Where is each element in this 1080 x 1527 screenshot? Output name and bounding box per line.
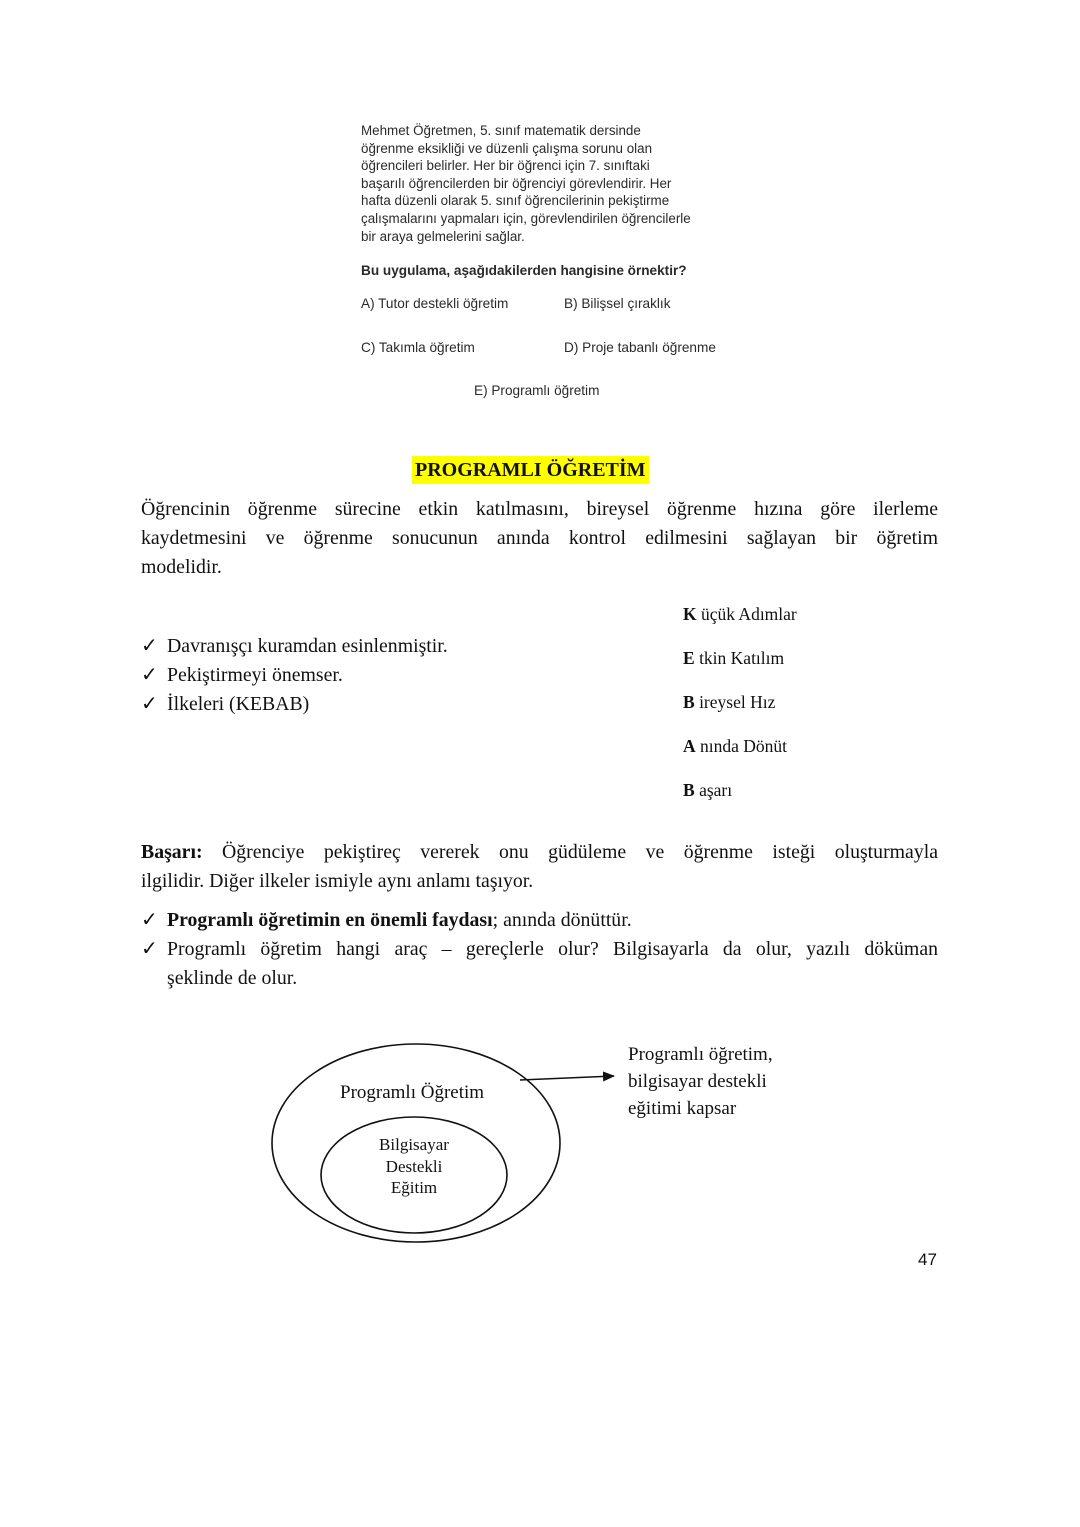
definition-line: kaydetmesini ve öğrenme sonucunun anında kontrol edilmesini sağlayan bir öğretim [141,527,938,549]
checkmark-icon: ✓ [141,664,158,686]
definition-line: modelidir. [141,556,222,578]
section-heading: PROGRAMLI ÖĞRETİM [412,456,649,484]
kebab-word: aşarı [694,780,733,800]
question-line: hafta düzenli olarak 5. sınıf öğrencilerinin pekiştirme [361,193,670,209]
benefit-text: ; anında dönüttür. [492,909,632,931]
option-b: B) Bilişsel çıraklık [564,296,671,311]
arrow-line [520,1076,614,1080]
inner-label-line: Destekli [385,1156,443,1176]
option-e: E) Programlı öğretim [474,383,600,398]
note-line: eğitimi kapsar [628,1098,737,1119]
kebab-letter: B [683,692,695,712]
question-stem: Bu uygulama, aşağıdakilerden hangisine örnektir? [361,263,687,278]
checkmark-icon: ✓ [141,635,158,657]
kebab-word: ireysel Hız [694,692,776,712]
note-line: Programlı öğretim, [628,1044,773,1065]
question-line: çalışmalarını yapmaları için, görevlendirilen öğrencilerle [361,210,691,226]
kebab-letter: B [683,780,695,800]
kebab-word: üçük Adımlar [696,604,797,624]
list-item-text: Davranışçı kuramdan esinlenmiştir. [167,635,448,657]
benefit-continuation: şeklinde de olur. [167,967,298,989]
option-d: D) Proje tabanlı öğrenme [564,340,716,355]
question-line: başarılı öğrencilerden bir öğrenciyi görevlendirir. Her [361,175,672,191]
question-line: bir araya gelmelerini sağlar. [361,228,525,244]
basari-label: Başarı: [141,841,203,863]
question-line: öğrenme eksikliği ve düzenli çalışma sorunu olan [361,140,653,156]
question-line: Mehmet Öğretmen, 5. sınıf matematik dersinde [361,123,641,138]
checkmark-icon: ✓ [141,938,158,960]
checkmark-icon: ✓ [141,693,158,715]
kebab-word: tkin Katılım [694,648,785,668]
option-a: A) Tutor destekli öğretim [361,296,509,311]
inner-circle-label [359,1134,469,1199]
basari-text: Öğrenciye pekiştireç vererek onu güdüleme ve öğrenme isteği oluşturmayla [202,841,938,863]
page-number: 47 [918,1250,937,1269]
benefit-text: Programlı öğretim hangi araç – gereçlerle olur? Bilgisayarla da olur, yazılı döküman [167,938,938,960]
note-line: bilgisayar destekli [628,1071,767,1092]
kebab-word: nında Dönüt [695,736,788,756]
kebab-letter: A [683,736,696,756]
kebab-letter: E [683,648,695,668]
definition-line: Öğrencinin öğrenme sürecine etkin katılmasını, bireysel öğrenme hızına göre ilerleme [141,498,938,520]
outer-circle-label: Programlı Öğretim [340,1082,485,1103]
list-item-text: Pekiştirmeyi önemser. [167,664,343,686]
option-c: C) Takımla öğretim [361,340,475,355]
kebab-letter: K [683,604,697,624]
basari-line: ilgilidir. Diğer ilkeler ismiyle aynı anlamı taşıyor. [141,870,534,892]
inner-label-line: Bilgisayar [379,1135,449,1154]
list-item-text: İlkeleri (KEBAB) [167,693,310,715]
benefit-bold: Programlı öğretimin en önemli faydası [167,909,493,931]
checkmark-icon: ✓ [141,909,158,931]
diagram-note [628,1041,773,1122]
question-line: öğrencileri belirler. Her bir öğrenci için 7. sınıftaki [361,158,650,174]
inner-label-line: Eğitim [390,1178,438,1197]
